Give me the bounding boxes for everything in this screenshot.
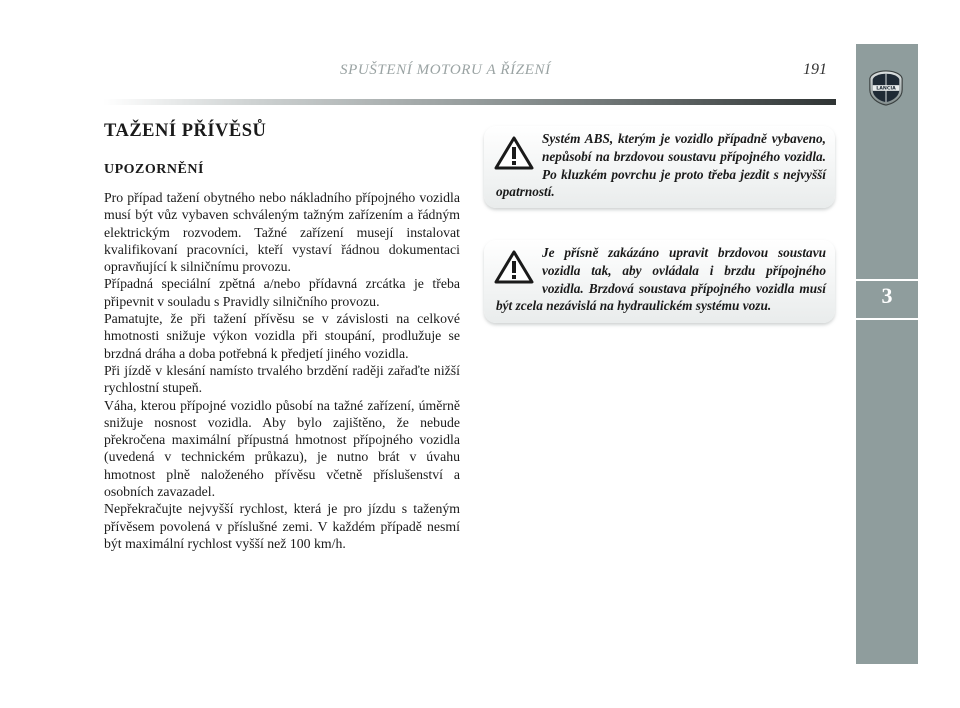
chapter-number: 3 [881,283,893,308]
paragraph: Případná speciální zpětná a/nebo přídavná zrcátka je třeba připevnit v souladu s Pravidly silničního provozu. [104,276,460,309]
section-title: TAŽENÍ PŘÍVĚSŮ [104,121,267,141]
body-text [104,189,460,552]
paragraph: Váha, kterou přípojné vozidlo působí na tažné zařízení, úměrně snižuje nosnost vozidla. Aby bylo zajištěno, že nebude překročena maximální přípustná hmotnost přípojného vozidla (uvedená v technickém průkazu), je nutno brát v úvahu hmotnost plně naloženého přívěsu včetně příslušenství a osobních zavazadel. [104,397,460,500]
logo-text: LANCIA [876,86,896,92]
tab-divider-top [856,279,918,281]
running-title: SPUŠTENÍ MOTORU A ŘÍZENÍ [340,62,551,78]
warning-box-abs [484,126,835,208]
tab-divider-bottom [856,318,918,320]
chapter-side-tab [856,44,918,664]
header-rule [103,99,836,105]
lancia-logo-icon [867,69,905,107]
warning-box-brakes [484,240,835,323]
paragraph: Nepřekračujte nejvyšší rychlost, která je pro jízdu s taženým přívěsem povolená v příslušné zemi. V každém případě nesmí být maximální rychlost vyšší než 100 km/h. [104,501,460,551]
paragraph: Pamatujte, že při tažení přívěsu se v závislosti na celkové hmotnosti snižuje výkon vozidla při stoupání, prodlužuje se brzdná dráha a doba potřebná k předjetí jiného vozidla. [104,311,460,361]
page-number: 191 [803,61,827,78]
section-subtitle: UPOZORNĚNÍ [104,162,204,177]
warning-text: Je přísně zakázáno upravit brzdovou soustavu vozidla tak, aby ovládala i brzdu přípojného vozidla. Brzdová soustava přípojného vozidla musí být zcela nezávislá na hydraulickém systému vozu. [496,245,826,314]
paragraph: Pro případ tažení obytného nebo nákladního přípojného vozidla musí být vůz vybaven schváleným tažným zařízením a řádným elektrickým rozvodem. Tažné zařízení musejí instalovat kvalifikovaní pracovníci, kteří vystaví řádnou dokumentaci opravňující k silničnímu provozu. [104,190,460,275]
paragraph: Při jízdě v klesání namísto trvalého brzdění raději zařaďte nižší rychlostní stupeň. [104,362,460,396]
warning-text: Systém ABS, kterým je vozidlo případně vybaveno, nepůsobí na brzdovou soustavu přípojného vozidla. Po kluzkém povrchu je proto třeba jezdit s nejvyšší opatrností. [496,131,826,200]
